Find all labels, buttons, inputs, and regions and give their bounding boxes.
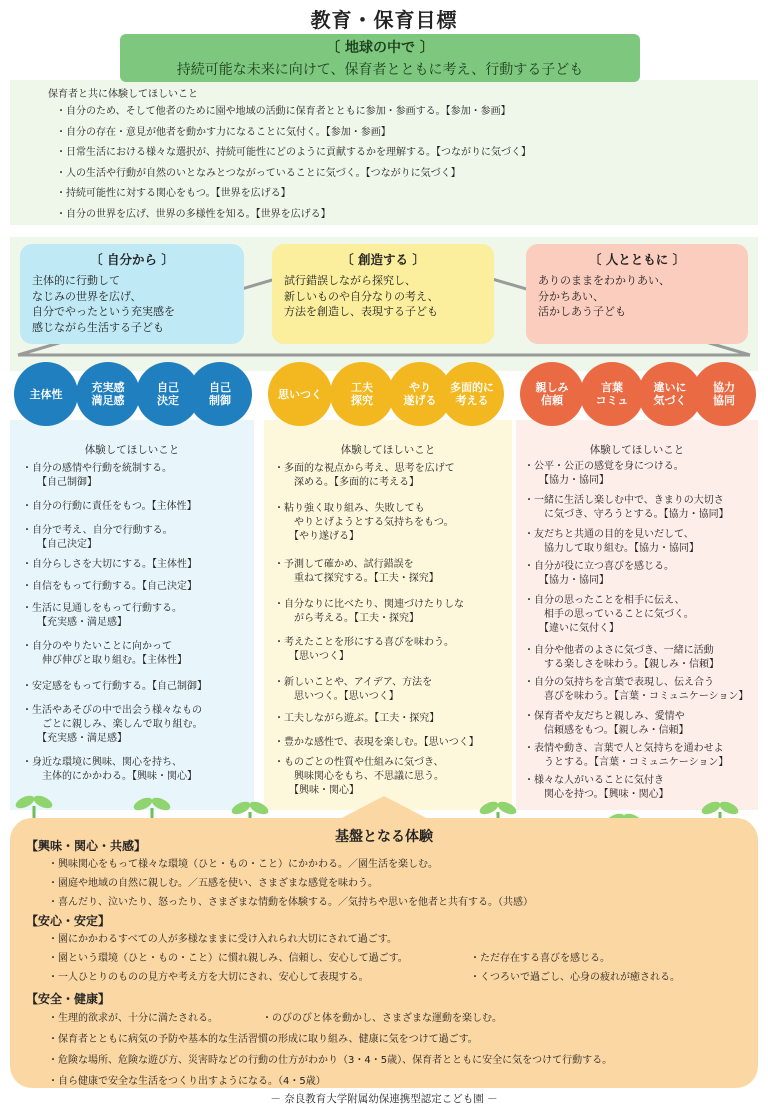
- column-item: ・様々な人がいることに気付き 関心を持つ。【興味・関心】: [524, 775, 669, 800]
- global-goal-intro: 保育者と共に体験してほしいこと: [48, 89, 198, 100]
- base-line: ・自ら健康で安全な生活をつくり出すようになる。（4・5歳）: [48, 1076, 326, 1087]
- column-together: [516, 420, 758, 810]
- category-self: [20, 244, 244, 344]
- column-create: [264, 420, 512, 810]
- base-section-heading: 【興味・関心・共感】: [26, 839, 147, 853]
- column-item: ・豊かな感性で、表現を楽しむ。【思いつく】: [274, 737, 479, 748]
- global-goal-item: ・自分のため、そして他者のために園や地域の活動に保育者とともに参加・参画する。【参加・参画】: [56, 106, 511, 117]
- circle-trust: 親しみ 信頼: [520, 362, 584, 426]
- category-body: ありのままをわかりあい、 分かちあい、 活かしあう子ども: [538, 274, 670, 318]
- column-item: ・表情や動き、言葉で人と気持ちを通わせよ うとする。【言葉・コミュニケーション】: [524, 743, 729, 768]
- column-subtitle: 体験してほしいこと: [589, 444, 685, 456]
- base-experience-title: 基盤となる体験: [335, 829, 433, 845]
- column-item: ・安定感をもって行動する。【自己制御】: [22, 681, 207, 692]
- column-item: ・自分なりに比べたり、関連づけたりしな がら考える。【工夫・探究】: [274, 599, 464, 624]
- column-item: ・公平・公正の感覚を身につける。 【協力・協同】: [524, 461, 684, 486]
- page-title: 教育・保育目標: [310, 8, 458, 32]
- column-self: [10, 420, 254, 810]
- column-item: ・生活やあそびの中で出会う様々なもの ごとに親しみ、楽しんで取り組む。 【充実感・満足感】: [22, 705, 203, 744]
- base-line: ・興味関心をもって様々な環境（ひと・もの・こと）にかかわる。／園生活を楽しむ。: [48, 859, 438, 870]
- column-item: ・多面的な視点から考え、思考を広げて 深める。【多面的に考える】: [274, 463, 455, 488]
- global-goal-item: ・持続可能性に対する関心をもつ。【世界を広げる】: [56, 188, 291, 199]
- global-goal-item: ・自分の世界を広げ、世界の多様性を知る。【世界を広げる】: [56, 208, 331, 220]
- footer: － 奈良教育大学附属幼保連携型認定こども園 －: [270, 1093, 498, 1105]
- base-section-heading: 【安心・安定】: [26, 914, 111, 928]
- base-line: ・のびのびと体を動かし、さまざまな運動を楽しむ。: [262, 1013, 502, 1024]
- base-line: ・園庭や地域の自然に親しむ。／五感を使い、さまざまな感覚を味わう。: [48, 878, 378, 889]
- column-item: ・生活に見通しをもって行動する。 【充実感・満足感】: [22, 603, 182, 628]
- base-line: ・喜んだり、泣いたり、怒ったり、さまざまな情動を体験する。／気持ちや思いを他者と共有する。（共感）: [48, 897, 533, 908]
- column-item: ・保育者や友だちと親しみ、愛情や 信頼感をもつ。【親しみ・信頼】: [524, 711, 689, 736]
- circle-explore: 工夫 探究: [330, 362, 394, 426]
- category-heading: 〔 創造する 〕: [341, 252, 425, 267]
- column-item: ・自分の行動に責任をもつ。【主体性】: [22, 501, 197, 512]
- column-item: ・自分らしさを大切にする。【主体性】: [22, 559, 197, 570]
- category-body: 試行錯誤しながら探究し、 新しいものや自分なりの考え、 方法を創造し、表現する子ども: [284, 274, 439, 318]
- base-line: ・園という環境（ひと・もの・こと）に慣れ親しみ、信頼し、安心して過ごす。: [48, 953, 408, 964]
- column-item: ・ものごとの性質や仕組みに気づき、 興味関心をもち、不思議に思う。 【興味・関心】: [274, 757, 444, 796]
- column-item: ・予測して確かめ、試行錯誤を 重ねて探究する。【工夫・探究】: [274, 559, 439, 584]
- circle-multifaceted: 多面的に 考える: [440, 362, 504, 426]
- base-line: ・くつろいで過ごし、心身の疲れが癒される。: [470, 972, 680, 983]
- global-goal-item: ・自分の存在・意見が他者を動かす力になることに気付く。【参加・参画】: [56, 126, 391, 138]
- column-item: ・一緒に生活し楽しむ中で、きまりの大切さ に気づき、守ろうとする。【協力・協同】: [524, 495, 729, 520]
- column-item: ・自分が役に立つ喜びを感じる。 【協力・協同】: [524, 561, 674, 586]
- category-together: [526, 244, 748, 344]
- global-goal-list: [56, 102, 531, 225]
- global-goal-panel: [10, 80, 758, 225]
- column-item: ・新しいことや、アイデア、方法を 思いつく。【思いつく】: [274, 677, 433, 702]
- global-goal-item: ・日常生活における様々な選択が、持続可能性にどのように貢献するかを理解する。【つながりに気づく】: [56, 147, 531, 158]
- column-item: ・考えたことを形にする喜びを味わう。 【思いつく】: [274, 637, 454, 662]
- base-line: ・保育者とともに病気の予防や基本的な生活習慣の形成に取り組み、健康に気をつけて過ごす。: [48, 1034, 478, 1045]
- column-item: ・自分の感情や行動を統制する。 【自己制御】: [22, 463, 172, 488]
- circle-self-control: 自己 制御: [188, 362, 252, 426]
- circle-think-up: 思いつく: [268, 362, 332, 426]
- base-line: ・危険な場所、危険な遊び方、災害時などの行動の仕方がわかり（3・4・5歳）、保育者とともに安全に気をつけて行動する。: [48, 1055, 613, 1066]
- circle-autonomy: 主体性: [14, 362, 78, 426]
- circle-notice-differences: 違いに 気づく: [638, 362, 702, 426]
- column-item: ・自分の気持ちを言葉で表現し、伝え合う 喜びを味わう。【言葉・コミュニケーション】: [524, 677, 749, 702]
- circle-self-decision: 自己 決定: [136, 362, 200, 426]
- column-subtitle: 体験してほしいこと: [84, 444, 180, 456]
- circle-accomplish: やり 遂げる: [388, 362, 452, 426]
- global-goal-banner: [120, 34, 640, 82]
- global-goal-item: ・人の生活や行動が自然のいとなみとつながっていることに気づく。【つながりに気づく】: [56, 167, 461, 179]
- category-create: [272, 244, 494, 344]
- base-line: ・園にかかわるすべての人が多様なままに受け入れられ大切にされて過ごす。: [48, 934, 397, 945]
- column-item: ・自分や他者のよさに気づき、一緒に活動 する楽しさを味わう。【親しみ・信頼】: [524, 645, 719, 670]
- column-item: ・自分で考え、自分で行動する。 【自己決定】: [22, 525, 173, 550]
- arrow-up-icon: [334, 796, 434, 822]
- column-item: ・友だちと共通の目的を見いだして、 協力して取り組む。【協力・協同】: [524, 529, 699, 554]
- category-heading: 〔 人とともに 〕: [588, 252, 686, 267]
- circle-fulfillment: 充実感 満足感: [76, 362, 140, 426]
- base-line: ・ただ存在する喜びを感じる。: [470, 953, 610, 964]
- column-item: ・自分の思ったことを相手に伝え、 相手の思っていることに気づく。 【違いに気付く】: [524, 595, 694, 634]
- global-goal-heading: 〔 地球の中で 〕: [326, 40, 434, 56]
- base-section-heading: 【安全・健康】: [26, 992, 111, 1006]
- column-item: ・工夫しながら遊ぶ。【工夫・探究】: [274, 713, 440, 724]
- column-item: ・身近な環境に興味、関心を持ち、 主体的にかかわる。【興味・関心】: [22, 757, 197, 782]
- category-body: 主体的に行動して なじみの世界を広げ、 自分でやったという充実感を 感じながら生活する子ども: [32, 274, 175, 334]
- column-item: ・粘り強く取り組み、失敗しても やりとげようとする気持ちをもつ。 【やり遂げる】: [274, 503, 454, 542]
- circle-communication: 言葉 コミュ: [580, 362, 644, 426]
- column-item: ・自分のやりたいことに向かって 伸び伸びと取り組む。【主体性】: [22, 641, 187, 666]
- circle-cooperation: 協力 協同: [692, 362, 756, 426]
- base-line: ・一人ひとりのものの見方や考え方を大切にされ、安心して表現する。: [48, 972, 369, 983]
- global-goal-subtitle: 持続可能な未来に向けて、保育者とともに考え、行動する子ども: [176, 62, 584, 78]
- column-subtitle: 体験してほしいこと: [340, 444, 436, 456]
- column-item: ・自信をもって行動する。【自己決定】: [22, 581, 197, 592]
- base-line: ・生理的欲求が、十分に満たされる。: [48, 1013, 218, 1024]
- category-heading: 〔 自分から 〕: [90, 252, 174, 267]
